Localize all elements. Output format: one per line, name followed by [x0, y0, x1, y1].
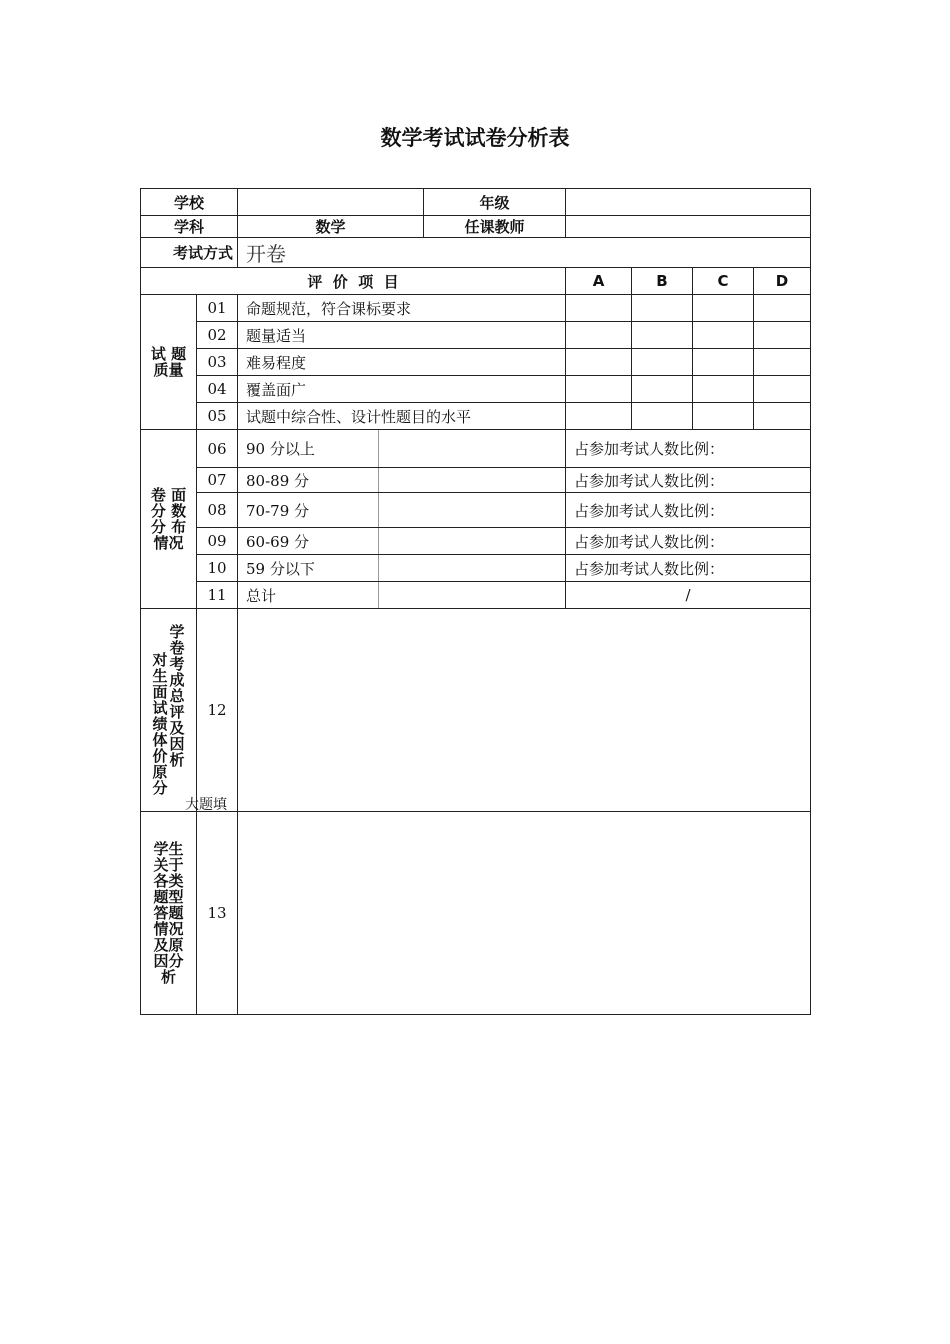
- overlay-text: 大题填: [185, 797, 227, 813]
- analysis12-textarea[interactable]: [238, 609, 811, 812]
- grade-b-header: B: [632, 268, 693, 295]
- grade-b-cell[interactable]: [632, 322, 693, 349]
- grade-a-cell[interactable]: [566, 349, 632, 376]
- grade-b-cell[interactable]: [632, 295, 693, 322]
- grade-a-header: A: [566, 268, 632, 295]
- item-text: 难易程度: [238, 349, 566, 376]
- school-field[interactable]: [238, 189, 424, 216]
- grade-d-cell[interactable]: [754, 403, 811, 430]
- exam-mode-field[interactable]: 开卷: [238, 238, 811, 268]
- grade-d-cell[interactable]: [754, 349, 811, 376]
- total-count-field[interactable]: [379, 582, 566, 609]
- grade-a-cell[interactable]: [566, 322, 632, 349]
- item-number: 10: [197, 555, 238, 582]
- item-number: 大题填 13: [197, 812, 238, 1015]
- grade-a-cell[interactable]: [566, 376, 632, 403]
- item-number: 01: [197, 295, 238, 322]
- quality-category: 试 题 质量: [141, 295, 197, 430]
- score-range: 90 分以上: [238, 430, 379, 468]
- item-number: 02: [197, 322, 238, 349]
- grade-c-cell[interactable]: [693, 322, 754, 349]
- teacher-label: 任课教师: [424, 216, 566, 238]
- item-text: 命题规范，符合课标要求: [238, 295, 566, 322]
- grade-label: 年级: [424, 189, 566, 216]
- analysis13-category: 学生 关于 各类 题型 答题 情况 及原 因分 析: [141, 812, 197, 1015]
- subject-field[interactable]: 数学: [238, 216, 424, 238]
- subject-label: 学科: [141, 216, 238, 238]
- item-number: 08: [197, 493, 238, 528]
- ratio-label: 占参加考试人数比例：: [566, 528, 811, 555]
- ratio-label: 占参加考试人数比例：: [566, 468, 811, 493]
- item-text: 题量适当: [238, 322, 566, 349]
- count-field[interactable]: [379, 555, 566, 582]
- analysis13-textarea[interactable]: [238, 812, 811, 1015]
- count-field[interactable]: [379, 528, 566, 555]
- total-ratio: /: [566, 582, 811, 609]
- grade-a-cell[interactable]: [566, 295, 632, 322]
- ratio-label: 占参加考试人数比例：: [566, 430, 811, 468]
- grade-c-header: C: [693, 268, 754, 295]
- item-number: 04: [197, 376, 238, 403]
- ratio-label: 占参加考试人数比例：: [566, 555, 811, 582]
- distribution-category: 卷 面 分 数 分 布 情况: [141, 430, 197, 609]
- grade-a-cell[interactable]: [566, 403, 632, 430]
- score-range: 80-89 分: [238, 468, 379, 493]
- grade-field[interactable]: [566, 189, 811, 216]
- grade-d-cell[interactable]: [754, 376, 811, 403]
- analysis12-category: 对 生 面 试 绩 体 价 原 分 学 卷 考 成 总 评 及 因 析: [141, 609, 197, 812]
- grade-c-cell[interactable]: [693, 376, 754, 403]
- item-number: 05: [197, 403, 238, 430]
- count-field[interactable]: [379, 468, 566, 493]
- count-field[interactable]: [379, 493, 566, 528]
- item-text: 试题中综合性、设计性题目的水平: [238, 403, 566, 430]
- school-label: 学校: [141, 189, 238, 216]
- score-range: 60-69 分: [238, 528, 379, 555]
- item-number: 06: [197, 430, 238, 468]
- score-range: 70-79 分: [238, 493, 379, 528]
- item-number: 07: [197, 468, 238, 493]
- ratio-label: 占参加考试人数比例：: [566, 493, 811, 528]
- analysis-table: [140, 188, 811, 1015]
- grade-d-cell[interactable]: [754, 322, 811, 349]
- score-range: 59 分以下: [238, 555, 379, 582]
- grade-d-header: D: [754, 268, 811, 295]
- grade-c-cell[interactable]: [693, 403, 754, 430]
- grade-b-cell[interactable]: [632, 403, 693, 430]
- grade-d-cell[interactable]: [754, 295, 811, 322]
- grade-b-cell[interactable]: [632, 376, 693, 403]
- grade-c-cell[interactable]: [693, 349, 754, 376]
- teacher-field[interactable]: [566, 216, 811, 238]
- item-number: 03: [197, 349, 238, 376]
- item-number: 09: [197, 528, 238, 555]
- exam-mode-label: 考试方式: [141, 238, 238, 268]
- total-label: 总计: [238, 582, 379, 609]
- grade-c-cell[interactable]: [693, 295, 754, 322]
- item-number: 11: [197, 582, 238, 609]
- grade-b-cell[interactable]: [632, 349, 693, 376]
- document-title: 数学考试试卷分析表: [380, 126, 570, 150]
- item-number: 12: [197, 609, 238, 812]
- item-text: 覆盖面广: [238, 376, 566, 403]
- count-field[interactable]: [379, 430, 566, 468]
- eval-items-header: 评 价 项 目: [141, 268, 566, 295]
